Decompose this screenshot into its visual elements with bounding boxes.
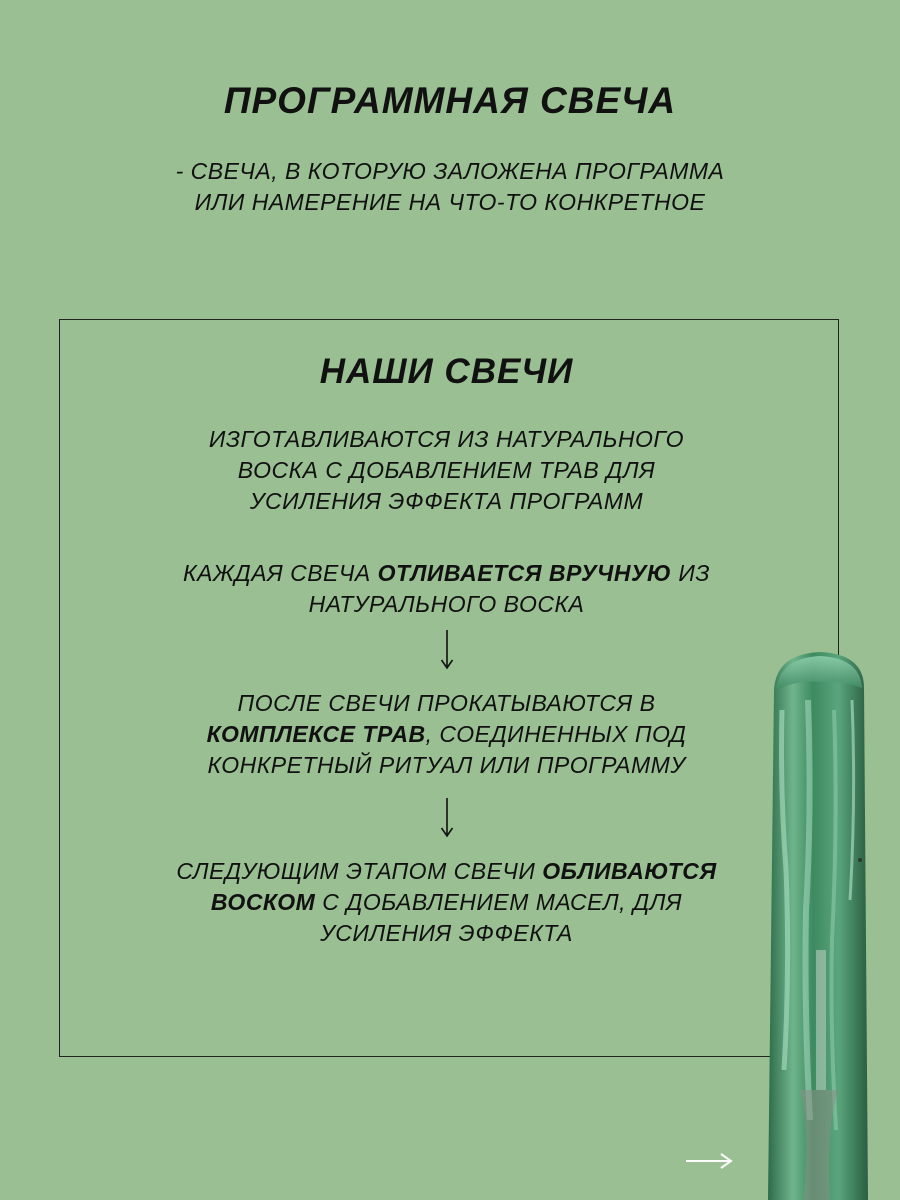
definition-line-2: ИЛИ НАМЕРЕНИЕ НА ЧТО-ТО КОНКРЕТНОЕ [194, 189, 706, 215]
arrow-down-icon [439, 629, 455, 671]
paragraph-line: КОНКРЕТНЫЙ РИТУАЛ ИЛИ ПРОГРАММУ [207, 752, 686, 778]
text-fragment: , СОЕДИНЕННЫХ ПОД [425, 721, 687, 747]
bold-fragment: ОБЛИВАЮТСЯ [542, 858, 717, 884]
arrow-down-icon [439, 797, 455, 839]
definition-line-1: - СВЕЧА, В КОТОРУЮ ЗАЛОЖЕНА ПРОГРАММА [175, 158, 725, 184]
paragraph-line: УСИЛЕНИЯ ЭФФЕКТА [320, 920, 573, 946]
paragraph-line: ВОСКА С ДОБАВЛЕНИЕМ ТРАВ ДЛЯ [237, 457, 656, 483]
candle-image [760, 650, 880, 1200]
text-fragment: СЛЕДУЮЩИМ ЭТАПОМ СВЕЧИ [176, 858, 543, 884]
paragraph-line [0, 558, 893, 589]
text-fragment: КАЖДАЯ СВЕЧА [183, 560, 378, 586]
section-title: НАШИ СВЕЧИ [319, 352, 574, 391]
paragraph-line: НАТУРАЛЬНОГО ВОСКА [308, 591, 585, 617]
paragraph-line: ПОСЛЕ СВЕЧИ ПРОКАТЫВАЮТСЯ В [237, 690, 656, 716]
paragraph-line: УСИЛЕНИЯ ЭФФЕКТА ПРОГРАММ [249, 488, 644, 514]
paragraph-materials [0, 424, 893, 517]
paragraph-step-casting [0, 558, 893, 620]
text-fragment: С ДОБАВЛЕНИЕМ МАСЕЛ, ДЛЯ [315, 889, 683, 915]
text-fragment: ИЗ [671, 560, 710, 586]
arrow-right-icon[interactable] [684, 1150, 736, 1172]
paragraph-line: ИЗГОТАВЛИВАЮТСЯ ИЗ НАТУРАЛЬНОГО [208, 426, 685, 452]
bold-fragment: ВОСКОМ [210, 889, 316, 915]
bold-fragment: ОТЛИВАЕТСЯ ВРУЧНУЮ [377, 560, 672, 586]
definition-text [0, 156, 900, 218]
page-title: ПРОГРАММНАЯ СВЕЧА [223, 80, 677, 121]
bold-fragment: КОМПЛЕКСЕ ТРАВ [206, 721, 426, 747]
